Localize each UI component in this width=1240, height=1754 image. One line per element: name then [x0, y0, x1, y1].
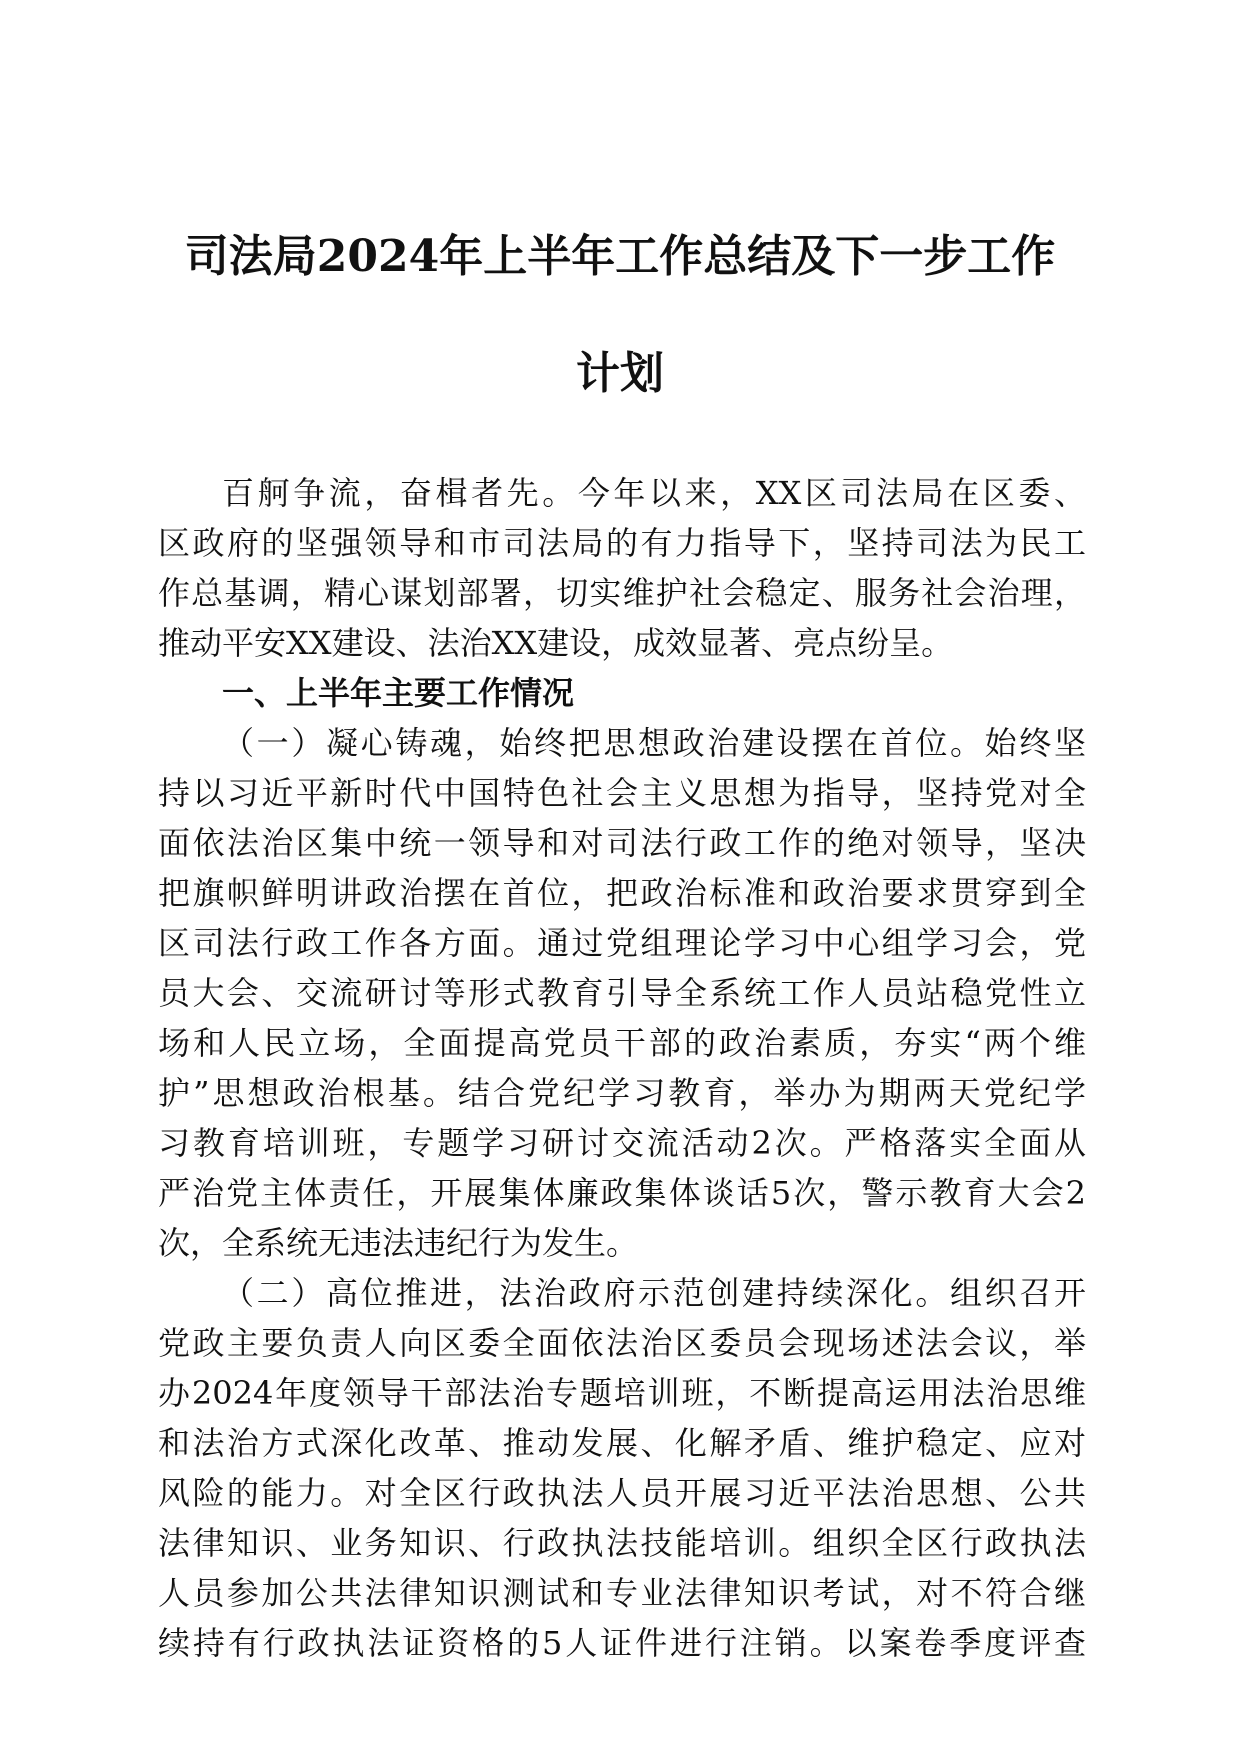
document-title-line-2: 计划 — [576, 348, 664, 399]
paragraph-line: 面依法治区集中统一领导和对司法行政工作的绝对领导，坚决 — [158, 824, 1086, 862]
paragraph-line: 场和人民立场，全面提高党员干部的政治素质，夯实“两个维 — [158, 1024, 1086, 1062]
paragraph-line: 风险的能力。对全区行政执法人员开展习近平法治思想、公共 — [158, 1474, 1086, 1512]
paragraph-line: （一）凝心铸魂，始终把思想政治建设摆在首位。始终坚 — [222, 724, 1086, 762]
paragraph-line: 把旗帜鲜明讲政治摆在首位，把政治标准和政治要求贯穿到全 — [158, 874, 1086, 912]
paragraph-line: 区政府的坚强领导和市司法局的有力指导下，坚持司法为民工 — [158, 524, 1086, 562]
paragraph-line: 严治党主体责任，开展集体廉政集体谈话5次，警示教育大会2 — [158, 1174, 1086, 1212]
section-heading: 一、上半年主要工作情况 — [222, 674, 575, 712]
paragraph-line: 法律知识、业务知识、行政执法技能培训。组织全区行政执法 — [158, 1524, 1086, 1562]
paragraph-line: 办2024年度领导干部法治专题培训班，不断提高运用法治思维 — [158, 1374, 1086, 1412]
paragraph-line: 员大会、交流研讨等形式教育引导全系统工作人员站稳党性立 — [158, 974, 1086, 1012]
paragraph-line: 党政主要负责人向区委全面依法治区委员会现场述法会议，举 — [158, 1324, 1086, 1362]
paragraph-line: （二）高位推进，法治政府示范创建持续深化。组织召开 — [222, 1274, 1086, 1312]
paragraph-line: 人员参加公共法律知识测试和专业法律知识考试，对不符合继 — [158, 1574, 1086, 1612]
document-title-line-1: 司法局2024年上半年工作总结及下一步工作 — [184, 231, 1056, 282]
paragraph-line: 习教育培训班，专题学习研讨交流活动2次。严格落实全面从 — [158, 1124, 1086, 1162]
paragraph-line: 持以习近平新时代中国特色社会主义思想为指导，坚持党对全 — [158, 774, 1086, 812]
paragraph-line: 区司法行政工作各方面。通过党组理论学习中心组学习会，党 — [158, 924, 1086, 962]
paragraph-line: 作总基调，精心谋划部署，切实维护社会稳定、服务社会治理， — [158, 574, 1086, 612]
paragraph-line: 百舸争流，奋楫者先。今年以来，XX区司法局在区委、 — [222, 474, 1086, 512]
paragraph-line: 续持有行政执法证资格的5人证件进行注销。以案卷季度评查 — [158, 1624, 1086, 1662]
paragraph-line: 推动平安XX建设、法治XX建设，成效显著、亮点纷呈。 — [158, 624, 954, 662]
paragraph-line: 次，全系统无违法违纪行为发生。 — [158, 1224, 639, 1262]
document-body — [158, 468, 1086, 1668]
paragraph-line: 和法治方式深化改革、推动发展、化解矛盾、维护稳定、应对 — [158, 1424, 1086, 1462]
paragraph-line: 护”思想政治根基。结合党纪学习教育，举办为期两天党纪学 — [158, 1074, 1086, 1112]
